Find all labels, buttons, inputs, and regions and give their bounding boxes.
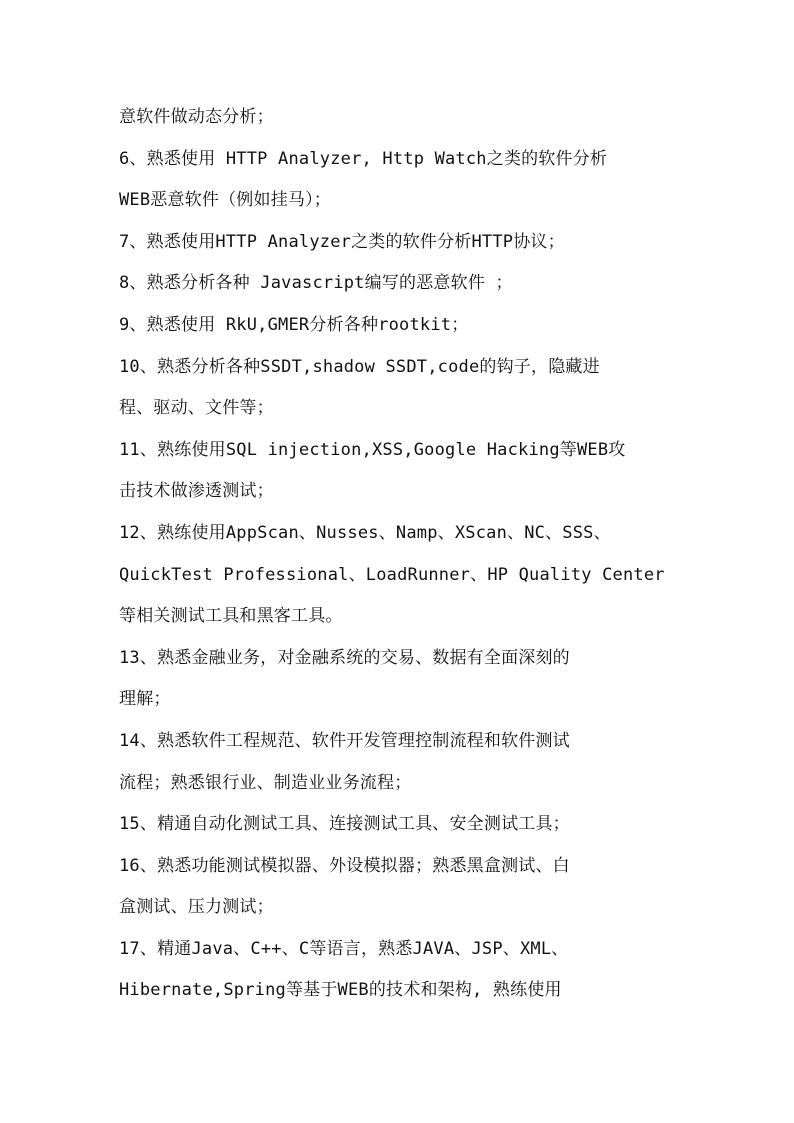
text-line: 意软件做动态分析； [119,107,274,127]
text-line: 程、驱动、文件等； [119,398,274,419]
text-line: 14、熟悉软件工程规范、软件开发管理控制流程和软件测试 [119,730,570,751]
text-line: 9、熟悉使用 RkU,GMER分析各种rootkit； [119,314,469,335]
text-line: 等相关测试工具和黑客工具。 [119,606,343,627]
document-body [119,97,681,1012]
text-line: 8、熟悉分析各种 Javascript编写的恶意软件 ； [119,273,513,294]
text-line: 7、熟悉使用HTTP Analyzer之类的软件分析HTTP协议； [119,231,565,252]
text-line: 10、熟悉分析各种SSDT,shadow SSDT,code的钩子，隐藏进 [119,356,600,377]
text-line: 盒测试、压力测试； [119,897,274,918]
text-line: WEB恶意软件（例如挂马）； [119,190,332,211]
text-line: 15、精通自动化测试工具、连接测试工具、安全测试工具； [119,814,570,835]
text-line: 11、熟练使用SQL injection,XSS,Google Hacking等WEB攻 [119,439,626,460]
text-line: 理解； [119,689,171,710]
text-line: 流程；熟悉银行业、制造业业务流程； [119,772,412,793]
text-line: 击技术做渗透测试； [119,481,274,502]
text-line: 13、熟悉金融业务，对金融系统的交易、数据有全面深刻的 [119,647,570,668]
text-line: 6、熟悉使用 HTTP Analyzer, Http Watch之类的软件分析 [119,148,608,169]
text-line: 16、熟悉功能测试模拟器、外设模拟器；熟悉黑盒测试、白 [119,855,570,876]
text-line: Hibernate,Spring等基于WEB的技术和架构, 熟练使用 [119,980,562,1001]
text-line: 12、熟练使用AppScan、Nusses、Namp、XScan、NC、SSS、 [119,522,611,543]
text-line: QuickTest Professional、LoadRunner、HP Quality Center [119,564,665,585]
text-line: 17、精通Java、C++、C等语言，熟悉JAVA、JSP、XML、 [119,938,569,959]
